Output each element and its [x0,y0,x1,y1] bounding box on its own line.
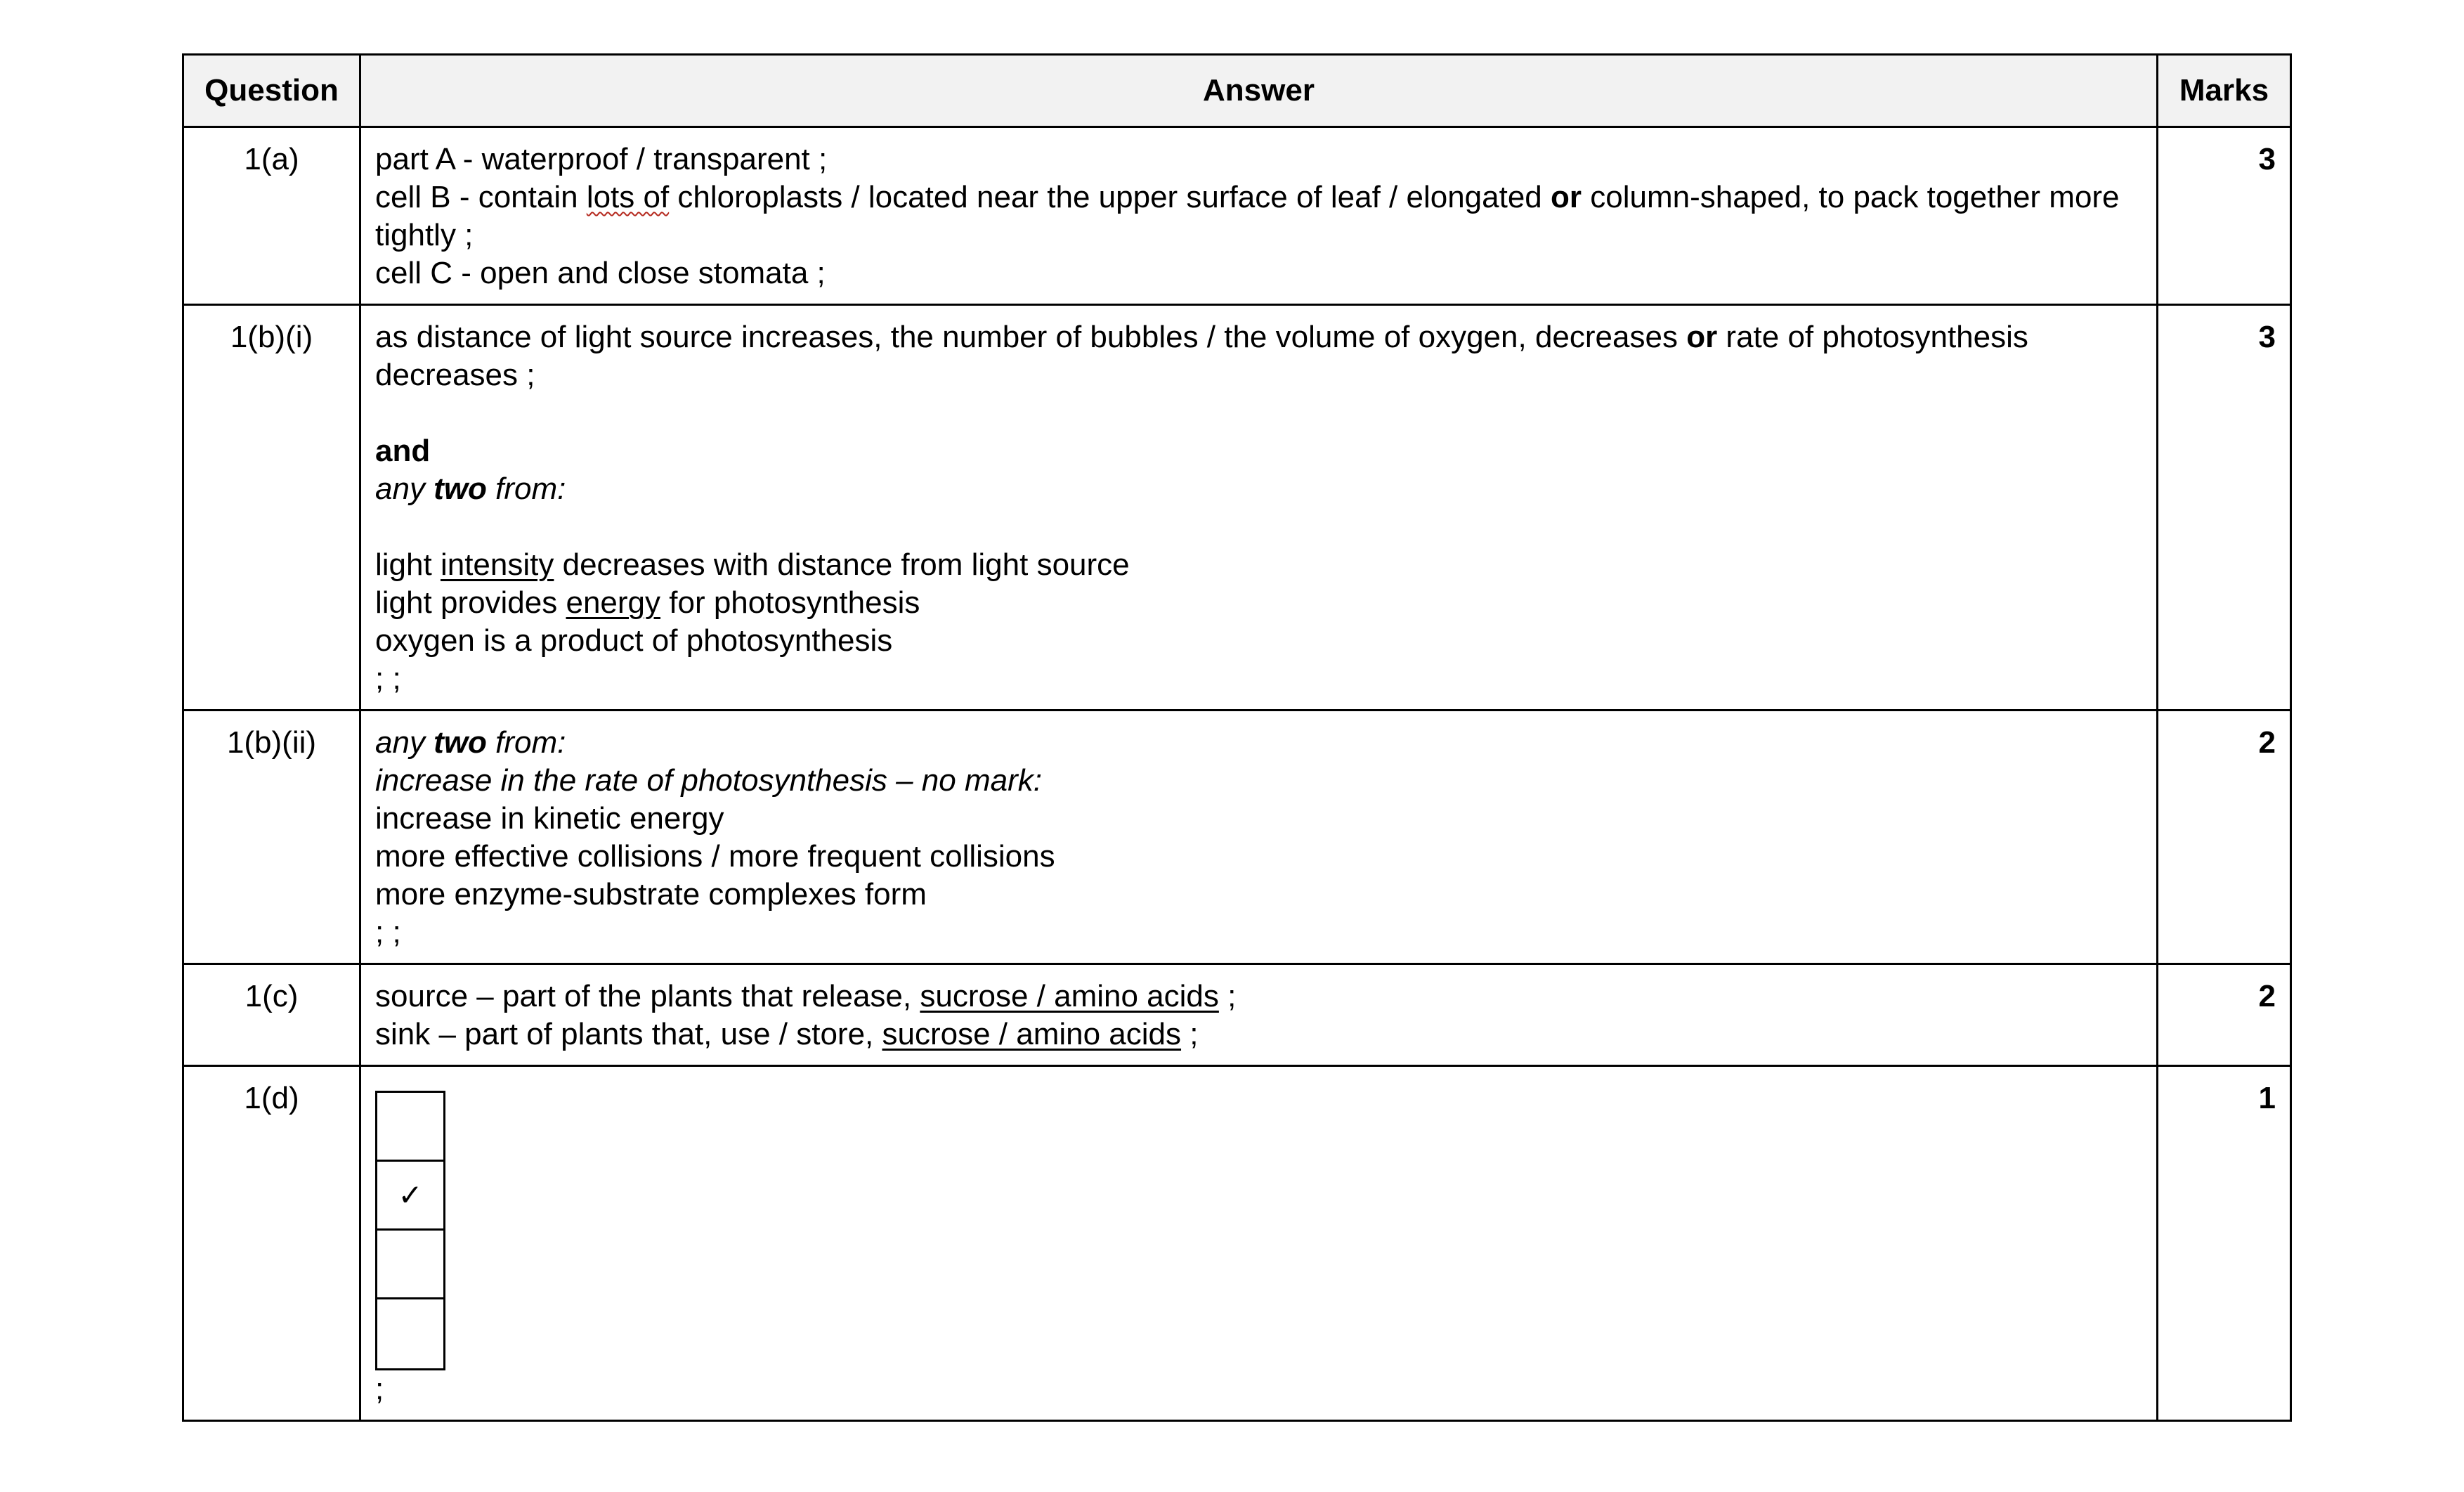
tick-box [377,1231,443,1299]
text: ; [1181,1017,1199,1051]
underlined-text: sucrose / amino acids [882,1017,1182,1051]
mark-scheme-table [182,53,2292,1422]
marking-point [375,546,2142,584]
table-row [183,1066,2291,1421]
text: from: [486,472,566,506]
marks-value: 2 [2158,711,2291,964]
text: sink – part of plants that, use / store, [375,1017,882,1051]
tick-box-checked: ✓ [377,1162,443,1231]
answer-line [375,1016,2142,1053]
answer-cell [360,127,2158,305]
and-label: and [375,434,431,468]
tick-box [377,1299,443,1368]
text: decreases with distance from light source [554,547,1130,582]
answer-line: cell C - open and close stomata ; [375,256,826,290]
marks-value: 3 [2158,127,2291,305]
table-row [183,711,2291,964]
table-row [183,964,2291,1066]
answer-line [375,978,2142,1016]
underlined-text: intensity [440,547,554,582]
marking-point: more effective collisions / more frequent collisions [375,839,1055,874]
header-row [183,55,2291,127]
text: chloroplasts / located near the upper surface of leaf / elongated [669,180,1551,214]
table-row [183,305,2291,711]
bold-text: or [1686,320,1718,354]
text: rate of photosynthesis decreases ; [375,320,2038,392]
text: for photosynthesis [660,585,920,620]
text: light [375,547,441,582]
text: from: [486,725,566,760]
text: any [375,472,434,506]
question-number: 1(a) [183,127,360,305]
header-question: Question [183,55,360,127]
marking-point: more enzyme-substrate complexes form [375,877,927,912]
answer-cell [360,305,2158,711]
question-number: 1(b)(ii) [183,711,360,964]
marks-value: 1 [2158,1066,2291,1421]
text: column-shaped, to pack together more tightly ; [375,180,2128,252]
tick-box [377,1093,443,1162]
answer-line [375,318,2142,394]
spellcheck-flagged-text: lots of [586,180,670,214]
table-row [183,127,2291,305]
header-answer: Answer [360,55,2158,127]
marks-value: 3 [2158,305,2291,711]
text: any [375,725,434,760]
question-number: 1(c) [183,964,360,1066]
question-number: 1(b)(i) [183,305,360,711]
marking-point: oxygen is a product of photosynthesis [375,623,893,658]
marks-value: 2 [2158,964,2291,1066]
mark-separators: ; ; [375,661,401,696]
mark-separators: ; ; [375,915,401,949]
underlined-text: sucrose / amino acids [920,979,1219,1013]
marking-point: increase in kinetic energy [375,801,724,836]
bold-text: two [434,725,487,760]
bold-text: two [434,472,487,506]
text: light provides [375,585,566,620]
bold-text: or [1551,180,1582,214]
header-marks: Marks [2158,55,2291,127]
question-number: 1(d) [183,1066,360,1421]
any-two-from [375,470,2142,508]
text: cell B - contain [375,180,587,214]
answer-cell [360,1066,2158,1421]
mark-separators: ; [375,1372,384,1406]
answer-line: part A - waterproof / transparent ; [375,142,828,176]
any-two-from [375,724,2142,762]
underlined-text: energy [566,585,661,620]
text: source – part of the plants that release, [375,979,920,1013]
answer-line [375,179,2142,254]
text: as distance of light source increases, the number of bubbles / the volume of oxygen, decreases [375,320,1687,354]
no-mark-note: increase in the rate of photosynthesis – no mark: [375,763,1042,798]
text: ; [1218,979,1237,1013]
tick-box-grid [375,1091,445,1370]
answer-cell [360,964,2158,1066]
marking-point [375,584,2142,622]
answer-cell [360,711,2158,964]
